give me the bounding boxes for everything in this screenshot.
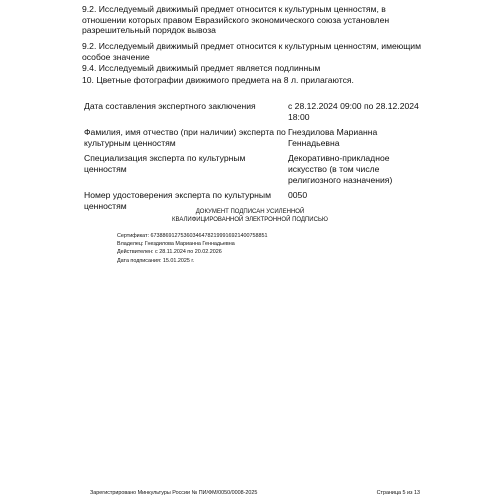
expert-row (84, 127, 424, 148)
electronic-signature-block (0, 208, 500, 264)
expert-info-table (84, 101, 424, 216)
expert-value: Гнездилова Марианна Геннадьевна (288, 127, 378, 148)
paragraph-10: 10. Цветные фотографии движимого предмета на 8 л. прилагаются. (82, 75, 354, 85)
signature-title: ДОКУМЕНТ ПОДПИСАН УСИЛЕННОЙ КВАЛИФИЦИРОВАННОЙ ЭЛЕКТРОННОЙ ПОДПИСЬЮ (172, 209, 328, 224)
specialization-label: Специализация эксперта по культурным ценностям (84, 153, 246, 174)
paragraph-9-4: 9.4. Исследуемый движимый предмет является подлинным (82, 63, 321, 73)
date-value: с 28.12.2024 09:00 по 28.12.2024 18:00 (288, 101, 419, 122)
page-footer (90, 490, 420, 496)
expert-label: Фамилия, имя отчество (при наличии) эксперта по культурным ценностям (84, 127, 286, 148)
registration-number: Зарегистрировано Минкультуры России № ПИ/ФМ/0050/0008-2025 (90, 490, 258, 496)
date-label: Дата составления экспертного заключения (84, 101, 256, 111)
signature-validity: Действителен: с 28.11.2024 по 20.02.2026 (117, 249, 222, 256)
date-row (84, 101, 424, 122)
certificate-number-label: Номер удостоверения эксперта по культурным ценностям (84, 190, 271, 211)
page-number: Страница 5 из 13 (376, 490, 420, 496)
specialization-value: Декоративно-прикладное искусство (в том числе религиозного назначения) (288, 153, 393, 185)
signature-date: Дата подписания: 15.01.2025 г. (117, 257, 195, 264)
signature-details (117, 232, 267, 265)
paragraph-9-2-eaeu: 9.2. Исследуемый движимый предмет относится к культурным ценностям, в отношении которых правом Евразийского экономического союза установлен разрешительный порядок вывоза (82, 4, 390, 36)
paragraph-9-2-special: 9.2. Исследуемый движимый предмет относится к культурным ценностям, имеющим особое значение (82, 41, 421, 62)
signature-certificate: Сертификат: 673886912753603464782199916921400758851 (117, 233, 268, 239)
specialization-row (84, 153, 424, 185)
signature-owner: Владелец: Гнездилова Марианна Геннадьевна (117, 241, 235, 248)
certificate-number-value: 0050 (288, 190, 308, 201)
